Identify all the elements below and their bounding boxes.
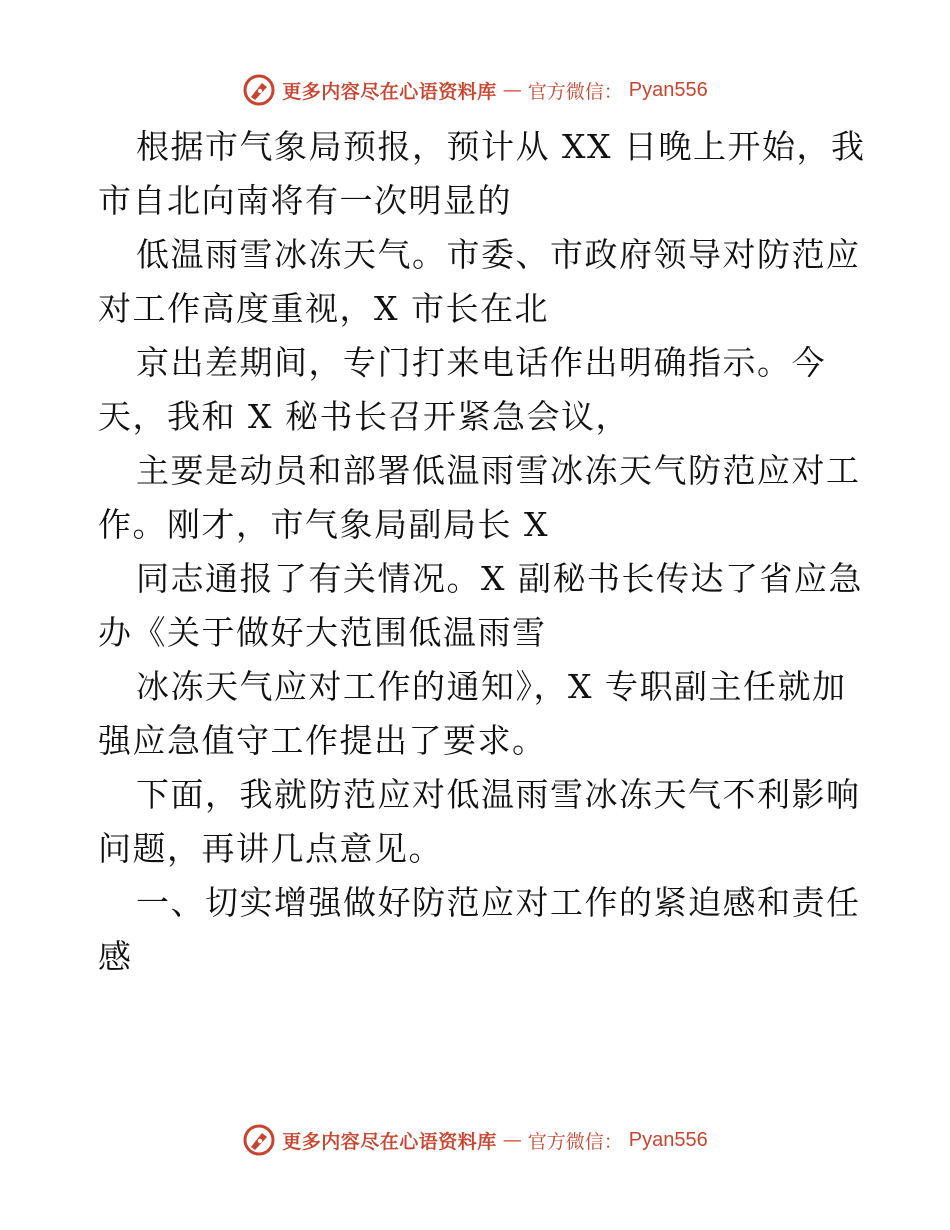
banner-separator: —	[502, 1129, 522, 1151]
banner-wechat-label: 官方微信：	[527, 80, 623, 103]
section-heading-continuation: 感	[98, 937, 133, 976]
pen-nib-logo-icon	[242, 1123, 276, 1157]
text-line: 天，我和 X 秘书长召开紧急会议，	[98, 397, 630, 436]
text-line: 对工作高度重视，X 市长在北	[98, 289, 549, 328]
text-line: 根据市气象局预报，预计从 XX 日晚上开始，我	[136, 127, 866, 166]
text-line: 冰冻天气应对工作的通知》，X 专职副主任就加	[136, 667, 847, 706]
pen-nib-logo-icon	[242, 73, 276, 107]
text-line: 问题，再讲几点意见。	[98, 829, 443, 868]
banner-title: 更多内容尽在心语资料库	[282, 80, 497, 103]
banner-title: 更多内容尽在心语资料库	[282, 1130, 497, 1153]
footer-banner	[0, 1120, 950, 1160]
document-body	[98, 120, 866, 984]
banner-wechat-label: 官方微信：	[527, 1130, 623, 1153]
text-line: 同志通报了有关情况。X 副秘书长传达了省应急	[136, 559, 863, 598]
text-line: 作。刚才，市气象局副局长 X	[98, 505, 549, 544]
section-heading: 一、切实增强做好防范应对工作的紧迫感和责任	[136, 883, 861, 922]
text-line: 京出差期间，专门打来电话作出明确指示。今	[136, 343, 826, 382]
header-banner	[0, 70, 950, 110]
text-line: 办《关于做好大范围低温雨雪	[98, 613, 547, 652]
text-line: 低温雨雪冰冻天气。市委、市政府领导对防范应	[136, 235, 861, 274]
text-line: 强应急值守工作提出了要求。	[98, 721, 547, 760]
banner-wechat-id: Pyan556	[628, 1128, 708, 1151]
text-line: 市自北向南将有一次明显的	[98, 181, 512, 220]
banner-separator: —	[502, 79, 522, 101]
text-line: 下面，我就防范应对低温雨雪冰冻天气不利影响	[136, 775, 861, 814]
text-line: 主要是动员和部署低温雨雪冰冻天气防范应对工	[136, 451, 861, 490]
banner-wechat-id: Pyan556	[628, 78, 708, 101]
